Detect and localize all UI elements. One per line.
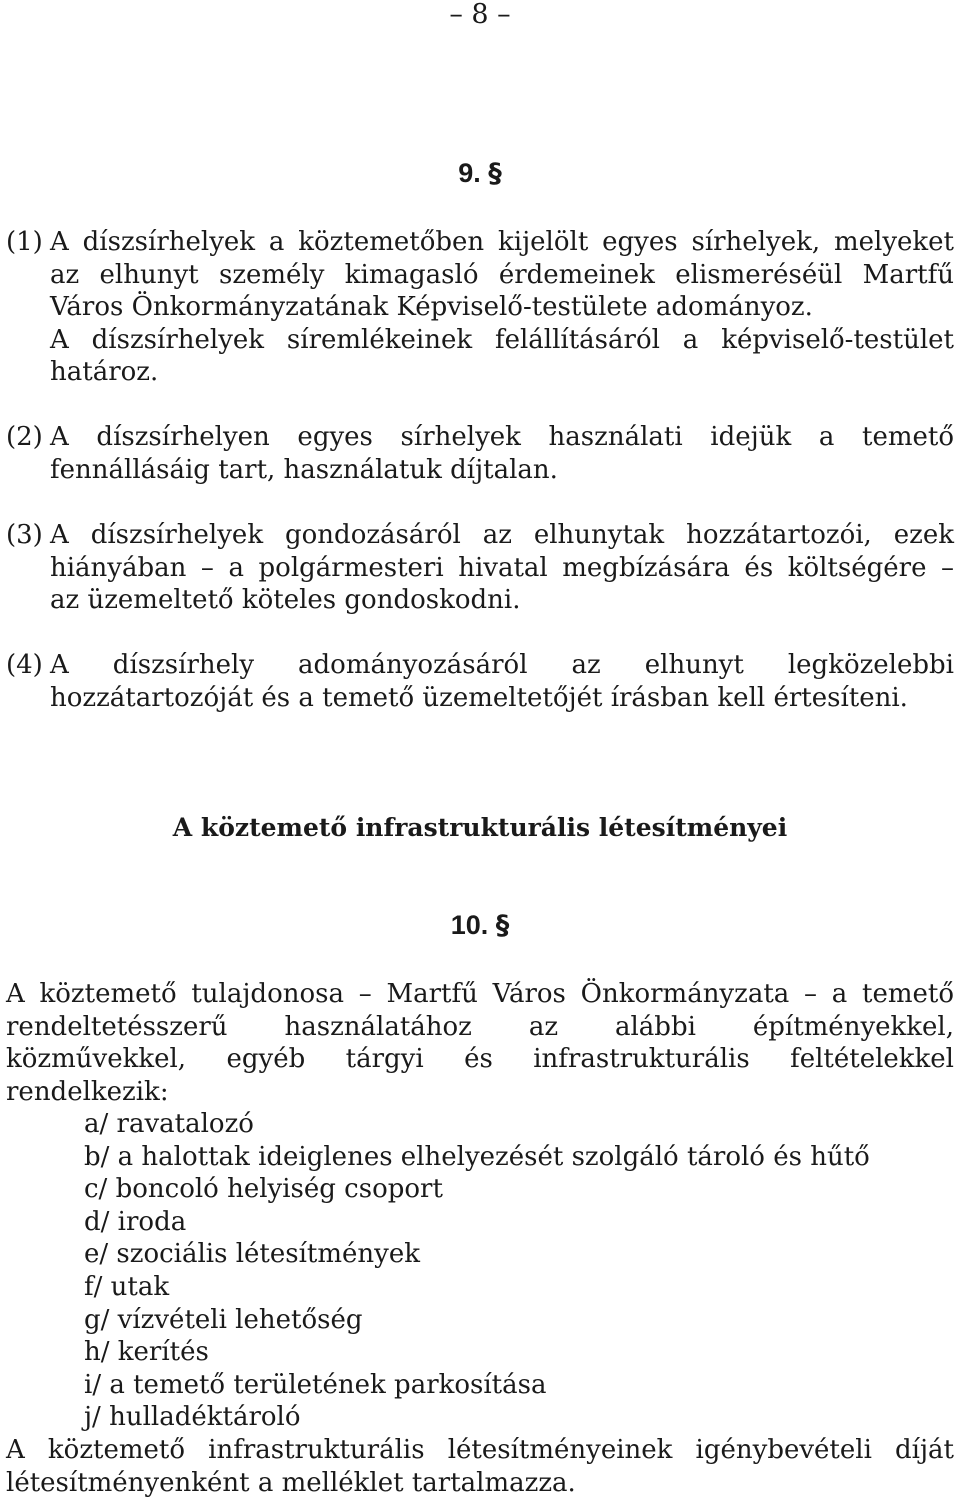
list-item: d/ iroda	[84, 1206, 187, 1237]
section-9-number-text: 9.	[458, 158, 481, 188]
text-line: A köztemető infrastrukturális létesítményeinek igénybevételi díját	[6, 1435, 954, 1465]
text-line: az elhunyt személy kimagasló érdemeinek elismeréséül Martfű	[50, 259, 954, 290]
paragraph-2	[6, 421, 954, 486]
facility-list	[84, 1108, 870, 1434]
list-item: c/ boncoló helyiség csoport	[84, 1174, 443, 1205]
section-symbol: §	[488, 158, 502, 189]
section-10-number	[0, 910, 960, 941]
text-line: rendeltetésszerű használatához az alábbi építményekkel,	[6, 1011, 954, 1042]
list-item: i/ a temető területének parkosítása	[84, 1369, 547, 1400]
section-10-intro	[6, 978, 954, 1108]
section-10-outro	[6, 1434, 954, 1499]
text-line: A díszsírhely adományozásáról az elhunyt legközelebbi	[50, 650, 954, 680]
section-10-number-text: 10.	[450, 910, 489, 940]
paragraph-number: (4)	[6, 650, 43, 680]
paragraph-3	[6, 519, 954, 617]
text-line: közművekkel, egyéb tárgyi és infrastrukturális feltételekkel	[6, 1044, 954, 1074]
text-line: hozzátartozóját és a temető üzemeltetőjét írásban kell értesíteni.	[50, 682, 908, 713]
text-line: A díszsírhelyek gondozásáról az elhunytak hozzátartozói, ezek	[50, 520, 954, 550]
list-item: h/ kerítés	[84, 1337, 209, 1368]
text-line: fennállásáig tart, használatuk díjtalan.	[50, 454, 558, 485]
list-item: j/ hulladéktároló	[84, 1402, 301, 1433]
section-heading: A köztemető infrastrukturális létesítményei	[172, 813, 788, 842]
text-line: határoz.	[50, 357, 159, 387]
section-symbol: §	[495, 910, 510, 941]
text-line: A köztemető tulajdonosa – Martfű Város Önkormányzata – a temető	[6, 979, 954, 1009]
list-item: e/ szociális létesítmények	[84, 1239, 420, 1270]
paragraph-number: (3)	[6, 520, 43, 550]
section-9-number	[0, 158, 960, 189]
text-line: rendelkezik:	[6, 1076, 169, 1107]
list-item: b/ a halottak ideiglenes elhelyezését szolgáló tároló és hűtő	[84, 1141, 870, 1172]
page-number: – 8 –	[449, 0, 511, 30]
text-line: az üzemeltető köteles gondoskodni.	[50, 585, 521, 615]
text-line: A díszsírhelyek a köztemetőben kijelölt egyes sírhelyek, melyeket	[50, 227, 954, 257]
list-item: f/ utak	[84, 1271, 170, 1302]
text-line: hiányában – a polgármesteri hivatal megbízására és költségére –	[50, 552, 954, 583]
text-line: Város Önkormányzatának Képviselő-testülete adományoz.	[50, 292, 813, 322]
paragraph-1	[6, 226, 954, 389]
text-line: A díszsírhelyen egyes sírhelyek használati idejük a temető	[50, 422, 954, 452]
paragraph-number: (2)	[6, 422, 43, 452]
text-line: A díszsírhelyek síremlékeinek felállításáról a képviselő-testület	[50, 324, 954, 355]
paragraph-4	[6, 649, 954, 714]
list-item: a/ ravatalozó	[84, 1109, 254, 1139]
paragraph-number: (1)	[6, 227, 43, 257]
text-line: létesítményenként a melléklet tartalmazza.	[6, 1467, 576, 1498]
list-item: g/ vízvételi lehetőség	[84, 1304, 363, 1335]
